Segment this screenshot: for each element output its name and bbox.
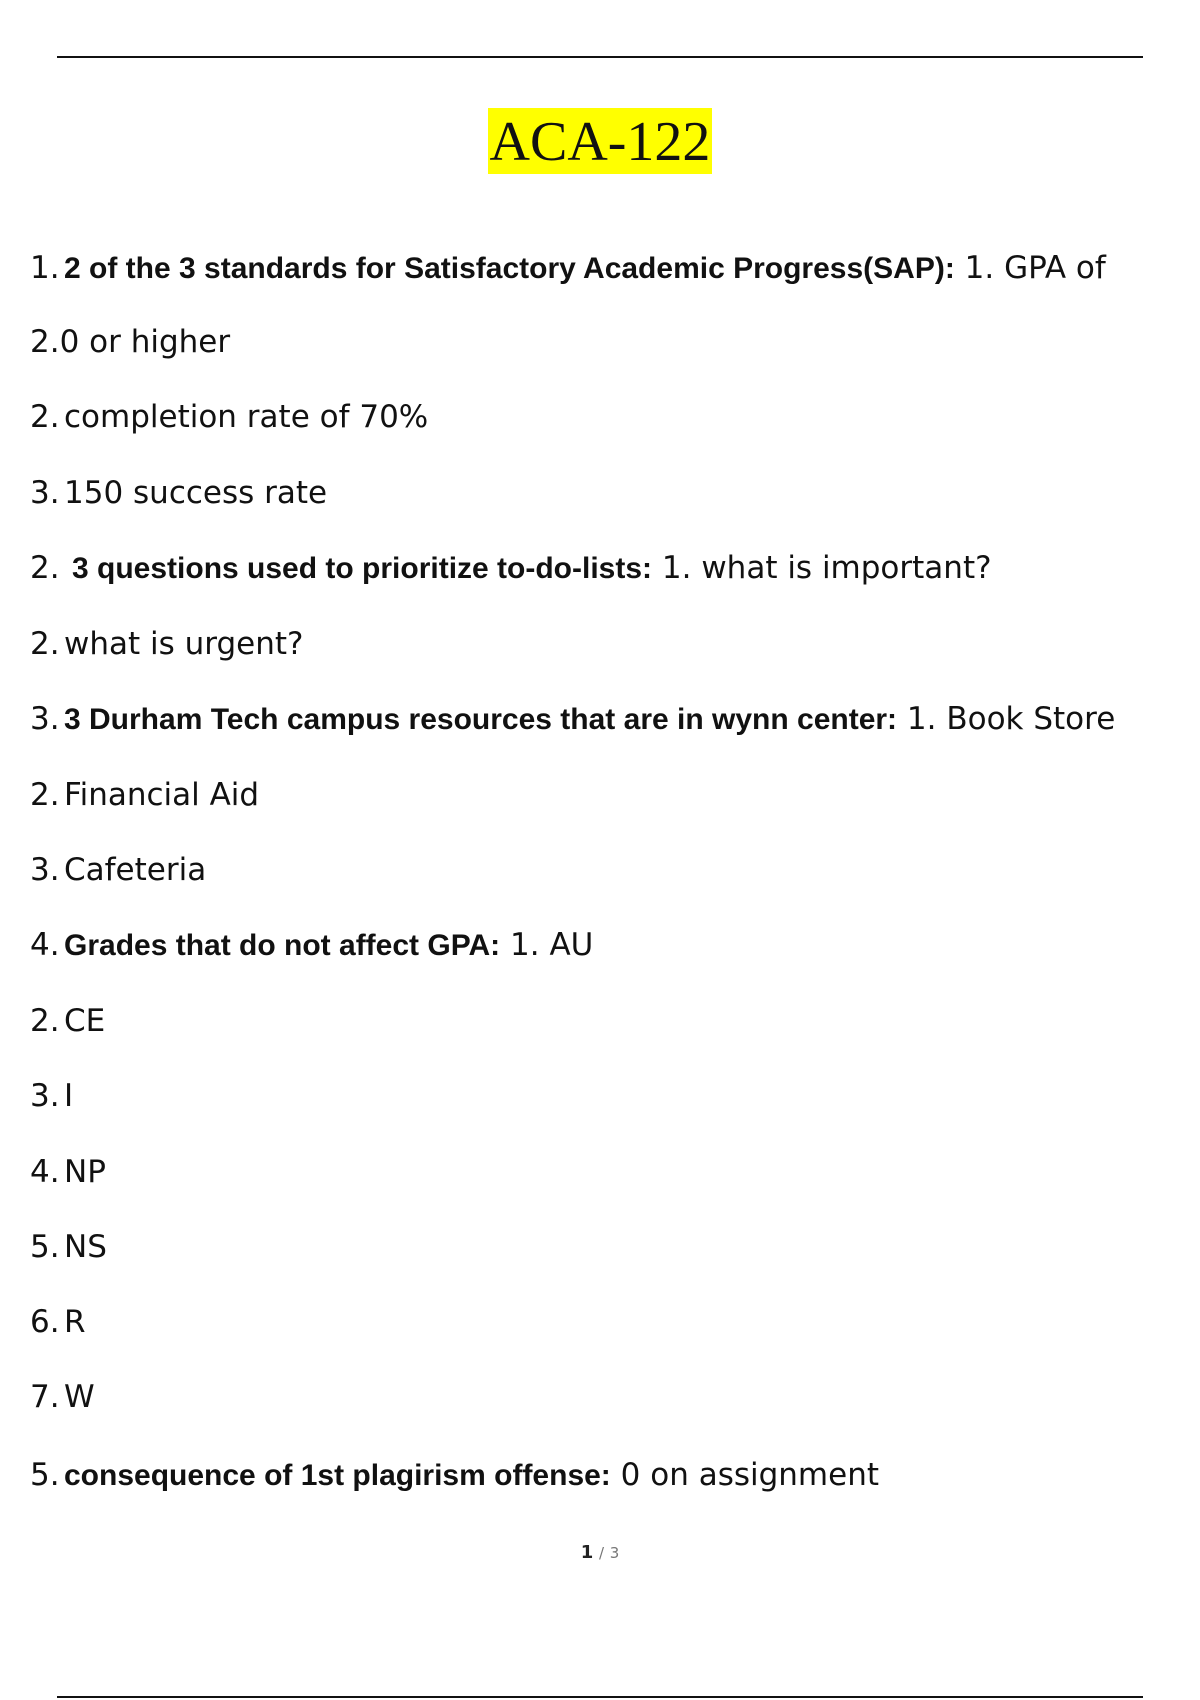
list-item bbox=[30, 248, 1190, 289]
item-question: 2 of the 3 standards for Satisfactory Academic Progress(SAP): bbox=[64, 252, 955, 285]
item-number: 5. bbox=[30, 1457, 60, 1493]
list-item bbox=[30, 473, 1190, 513]
list-item bbox=[30, 775, 1190, 815]
item-number: 3. bbox=[30, 701, 60, 737]
list-item bbox=[30, 1227, 1190, 1267]
item-number: 5. bbox=[30, 1229, 60, 1265]
item-number: 4. bbox=[30, 1154, 60, 1190]
item-answer: W bbox=[64, 1379, 95, 1415]
item-number: 4. bbox=[30, 927, 60, 963]
item-question: Grades that do not affect GPA: bbox=[64, 929, 501, 962]
item-number: 2. bbox=[30, 550, 60, 586]
list-item bbox=[30, 397, 1190, 437]
item-answer: 2.0 or higher bbox=[30, 324, 231, 360]
item-answer: I bbox=[64, 1078, 74, 1114]
item-answer: CE bbox=[64, 1003, 106, 1039]
list-item bbox=[30, 1152, 1190, 1192]
list-item bbox=[30, 1302, 1190, 1342]
item-number: 1. bbox=[30, 250, 60, 286]
item-answer: Financial Aid bbox=[64, 777, 260, 813]
item-number: 3. bbox=[30, 475, 60, 511]
item-number: 2. bbox=[30, 626, 60, 662]
item-number: 2. bbox=[30, 1003, 60, 1039]
list-item bbox=[30, 624, 1190, 664]
bottom-rule bbox=[57, 1696, 1143, 1698]
list-item bbox=[30, 925, 1190, 966]
page-separator: / bbox=[598, 1544, 605, 1562]
page-indicator bbox=[0, 1542, 1200, 1563]
item-answer: 1. AU bbox=[500, 927, 594, 963]
item-answer: 150 success rate bbox=[64, 475, 328, 511]
total-pages: 3 bbox=[609, 1544, 620, 1562]
list-item bbox=[30, 850, 1190, 890]
item-answer: NP bbox=[64, 1154, 106, 1190]
list-item bbox=[30, 548, 1190, 589]
item-answer: 1. GPA of bbox=[954, 250, 1106, 286]
list-item bbox=[30, 1377, 1190, 1417]
item-number: 2. bbox=[30, 399, 60, 435]
item-answer: NS bbox=[64, 1229, 107, 1265]
item-question: consequence of 1st plagirism offense: bbox=[64, 1459, 611, 1492]
list-item bbox=[30, 1076, 1190, 1116]
item-answer: 1. Book Store bbox=[897, 701, 1116, 737]
list-item bbox=[30, 1455, 1190, 1496]
item-answer: completion rate of 70% bbox=[64, 399, 429, 435]
current-page: 1 bbox=[580, 1542, 594, 1563]
list-item bbox=[30, 322, 1190, 362]
item-number: 6. bbox=[30, 1304, 60, 1340]
item-answer: what is urgent? bbox=[64, 626, 304, 662]
item-number: 7. bbox=[30, 1379, 60, 1415]
top-rule bbox=[57, 56, 1143, 58]
item-answer: 1. what is important? bbox=[652, 550, 992, 586]
item-question: 3 questions used to prioritize to-do-lists: bbox=[72, 552, 653, 585]
title-container bbox=[0, 108, 1200, 174]
item-answer: Cafeteria bbox=[64, 852, 207, 888]
list-item bbox=[30, 699, 1190, 740]
item-question: 3 Durham Tech campus resources that are in wynn center: bbox=[64, 703, 898, 736]
document-title: ACA-122 bbox=[488, 108, 713, 174]
item-number: 3. bbox=[30, 852, 60, 888]
item-number: 2. bbox=[30, 777, 60, 813]
list-item bbox=[30, 1001, 1190, 1041]
item-answer: R bbox=[64, 1304, 86, 1340]
item-answer: 0 on assignment bbox=[610, 1457, 880, 1493]
item-number: 3. bbox=[30, 1078, 60, 1114]
